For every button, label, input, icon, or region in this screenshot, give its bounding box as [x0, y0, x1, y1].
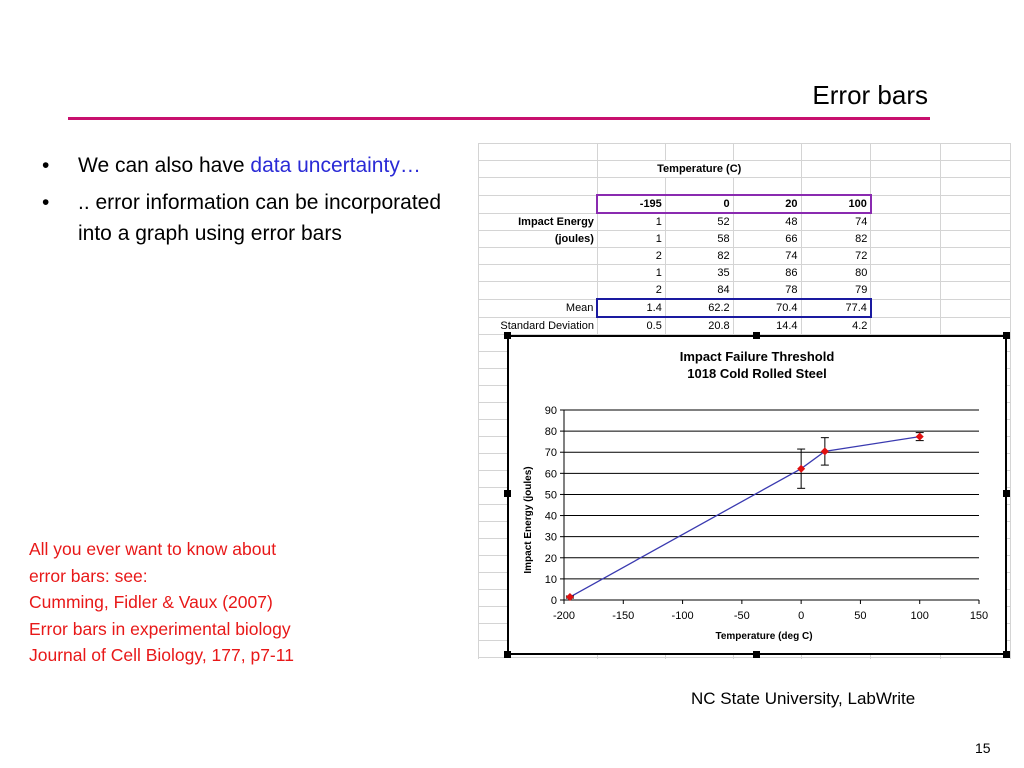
- x-tick-label: 100: [910, 610, 929, 622]
- bullet-list: [42, 150, 442, 255]
- data-cell: 2: [597, 248, 665, 265]
- y-tick-label: 30: [544, 531, 557, 544]
- x-tick-label: 150: [969, 610, 989, 622]
- resize-handle[interactable]: [1003, 490, 1010, 497]
- y-tick-label: 40: [544, 510, 557, 523]
- x-axis-label: Temperature (deg C): [715, 631, 813, 642]
- y-tick-label: 80: [544, 426, 557, 439]
- temp-cell: 100: [801, 195, 871, 213]
- resize-handle[interactable]: [1003, 651, 1010, 658]
- data-cell: 1: [597, 231, 665, 248]
- temperature-header: Temperature (C): [597, 161, 801, 178]
- table-row: [479, 282, 1011, 300]
- table-row: [479, 213, 1011, 231]
- y-tick-label: 20: [544, 552, 557, 565]
- row-label: [479, 248, 598, 265]
- data-cell: 74: [733, 248, 801, 265]
- data-cell: 48: [733, 213, 801, 231]
- row-label: (joules): [479, 231, 598, 248]
- table-row: [479, 231, 1011, 248]
- data-cell: 1: [597, 213, 665, 231]
- data-cell: 82: [665, 248, 733, 265]
- data-cell: 58: [665, 231, 733, 248]
- data-cell: 79: [801, 282, 871, 300]
- title-divider: [68, 117, 930, 120]
- stats-row-mean: [479, 299, 1011, 317]
- row-label: Impact Energy: [479, 213, 598, 231]
- bullet-text: .. error information can be incorporated into a graph using error bars: [78, 191, 442, 245]
- temp-cell: 0: [665, 195, 733, 213]
- bullet-dot-icon: •: [42, 154, 50, 177]
- row-label: Mean: [479, 299, 598, 317]
- y-tick-label: 10: [544, 573, 557, 586]
- row-label: Standard Deviation: [479, 317, 598, 335]
- bullet-item: [42, 150, 442, 181]
- bullet-dot-icon: •: [42, 191, 50, 214]
- data-cell: 86: [733, 265, 801, 282]
- resize-handle[interactable]: [1003, 332, 1010, 339]
- chart-title: Impact Failure Threshold: [679, 349, 835, 364]
- slide-title: Error bars: [812, 80, 928, 110]
- data-cell: 4.2: [801, 317, 871, 335]
- y-tick-label: 60: [544, 468, 557, 481]
- data-cell: 82: [801, 231, 871, 248]
- data-cell: 0.5: [597, 317, 665, 335]
- x-tick-label: 0: [798, 610, 805, 622]
- resize-handle[interactable]: [504, 490, 511, 497]
- resize-handle[interactable]: [504, 651, 511, 658]
- y-axis-label: Impact Energy (joules): [523, 466, 534, 574]
- data-cell: 1: [597, 265, 665, 282]
- data-cell: 1.4: [597, 299, 665, 317]
- reference-line: All you ever want to know about: [29, 539, 277, 559]
- reference-line: Cumming, Fidler & Vaux (2007): [29, 592, 273, 612]
- x-tick-label: -100: [671, 610, 694, 622]
- temperature-row: [479, 195, 1011, 213]
- data-cell: 66: [733, 231, 801, 248]
- data-cell: 52: [665, 213, 733, 231]
- data-cell: 74: [801, 213, 871, 231]
- bullet-text: We can also have: [78, 154, 251, 177]
- x-tick-label: -50: [733, 610, 750, 622]
- resize-handle[interactable]: [753, 651, 760, 658]
- x-tick-label: -150: [612, 610, 635, 622]
- chart-subtitle: 1018 Cold Rolled Steel: [687, 366, 827, 381]
- reference-line: Error bars in experimental biology: [29, 618, 291, 639]
- y-tick-label: 0: [550, 595, 557, 607]
- data-cell: 35: [665, 265, 733, 282]
- data-cell: 72: [801, 248, 871, 265]
- bullet-item: [42, 187, 442, 249]
- data-cell: 70.4: [733, 299, 801, 317]
- x-tick-label: -200: [552, 610, 576, 622]
- data-cell: 80: [801, 265, 871, 282]
- x-tick-label: 50: [854, 610, 867, 622]
- page-number: 15: [975, 740, 991, 756]
- data-cell: 78: [733, 282, 801, 300]
- y-tick-label: 90: [544, 405, 557, 417]
- y-tick-label: 50: [544, 489, 557, 502]
- reference-line: Journal of Cell Biology, 177, p7-11: [29, 645, 294, 665]
- data-cell: 20.8: [665, 317, 733, 335]
- row-label: [479, 282, 598, 300]
- chart-frame[interactable]: [507, 335, 1007, 655]
- data-cell: 14.4: [733, 317, 801, 335]
- stats-row-sd: [479, 317, 1011, 335]
- line-chart: [509, 337, 1005, 653]
- data-point: [916, 433, 924, 441]
- reference-block: [29, 536, 294, 669]
- bullet-text-highlight: data uncertainty…: [250, 154, 421, 177]
- row-label: [479, 265, 598, 282]
- table-row: [479, 248, 1011, 265]
- source-credit: NC State University, LabWrite: [691, 689, 916, 708]
- data-cell: 2: [597, 282, 665, 300]
- resize-handle[interactable]: [504, 332, 511, 339]
- y-tick-label: 70: [544, 447, 557, 460]
- series-line: [570, 437, 920, 597]
- temp-cell: 20: [733, 195, 801, 213]
- data-cell: 84: [665, 282, 733, 300]
- table-row: [479, 265, 1011, 282]
- resize-handle[interactable]: [753, 332, 760, 339]
- reference-line: error bars: see:: [29, 565, 148, 586]
- temp-cell: -195: [597, 195, 665, 213]
- data-cell: 62.2: [665, 299, 733, 317]
- data-cell: 77.4: [801, 299, 871, 317]
